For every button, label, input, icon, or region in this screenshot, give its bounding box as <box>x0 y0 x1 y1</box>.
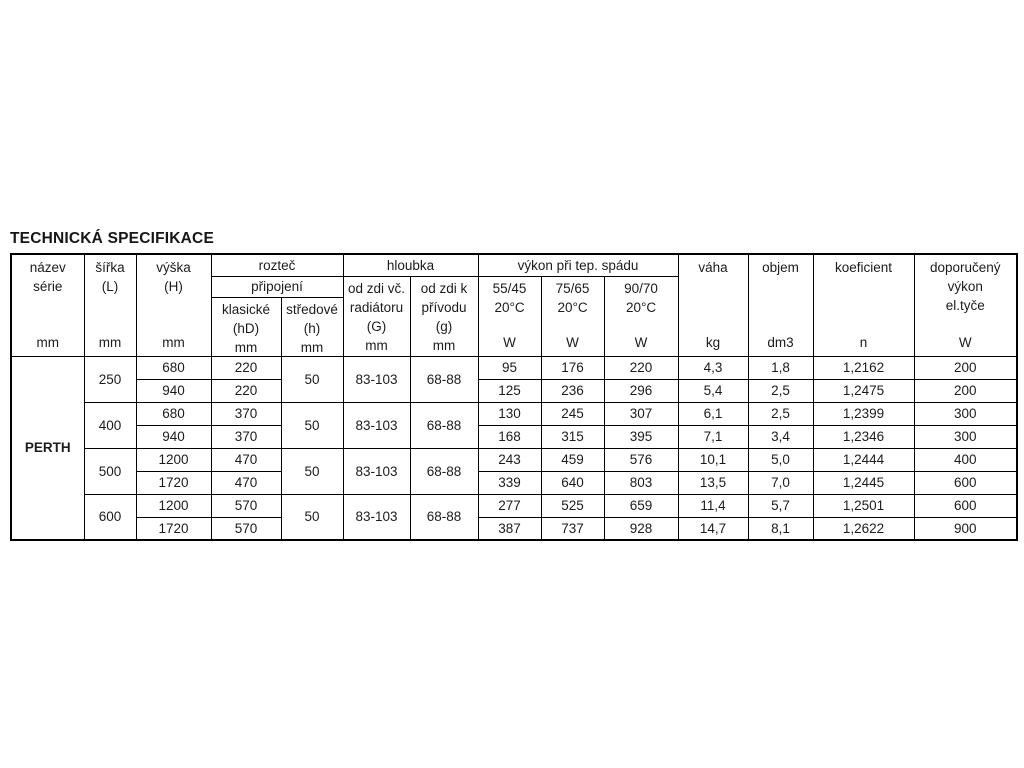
cell-objem: 5,7 <box>748 494 813 517</box>
header-stack <box>749 257 813 354</box>
header-nazev-serie <box>11 254 84 356</box>
cell-hloubka-p: 68-88 <box>410 494 478 540</box>
table-row <box>11 448 1017 471</box>
header-stack <box>542 278 604 354</box>
header-unit: mm <box>36 334 59 350</box>
cell-roztec-klasicke: 220 <box>211 379 281 402</box>
header-stack <box>212 299 281 354</box>
header-klasicke <box>211 297 281 356</box>
cell-doporuceny: 600 <box>914 494 1017 517</box>
cell-roztec-stredove: 50 <box>281 494 343 540</box>
header-unit: W <box>566 335 579 350</box>
cell-doporuceny: 300 <box>914 402 1017 425</box>
cell-vykon-7565: 315 <box>541 425 604 448</box>
cell-vykon-5545: 95 <box>478 356 541 379</box>
cell-hloubka-p: 68-88 <box>410 402 478 448</box>
cell-vyska: 1200 <box>136 448 211 471</box>
cell-vykon-5545: 277 <box>478 494 541 517</box>
cell-vykon-5545: 130 <box>478 402 541 425</box>
table-row <box>11 471 1017 494</box>
cell-vykon-7565: 245 <box>541 402 604 425</box>
cell-hloubka-g: 83-103 <box>343 402 410 448</box>
cell-koeficient: 1,2501 <box>813 494 914 517</box>
cell-vykon-5545: 339 <box>478 471 541 494</box>
table-row <box>11 402 1017 425</box>
cell-koeficient: 1,2445 <box>813 471 914 494</box>
header-line: radiátoru <box>349 300 404 315</box>
cell-roztec-klasicke: 570 <box>211 494 281 517</box>
cell-vykon-7565: 459 <box>541 448 604 471</box>
cell-vaha: 7,1 <box>678 425 748 448</box>
header-line: 20°C <box>494 300 525 315</box>
table-row <box>11 356 1017 379</box>
cell-koeficient: 1,2162 <box>813 356 914 379</box>
cell-vykon-9070: 928 <box>604 517 678 540</box>
header-line: 90/70 <box>624 281 658 296</box>
cell-roztec-klasicke: 220 <box>211 356 281 379</box>
header-line: od zdi k <box>420 281 468 296</box>
cell-vaha: 6,1 <box>678 402 748 425</box>
header-unit: mm <box>162 334 185 350</box>
cell-doporuceny: 200 <box>914 379 1017 402</box>
cell-sirka: 600 <box>84 494 136 540</box>
cell-sirka: 250 <box>84 356 136 402</box>
cell-vaha: 13,5 <box>678 471 748 494</box>
header-unit: mm <box>300 340 324 355</box>
header-line: výkon <box>947 278 983 294</box>
cell-doporuceny: 900 <box>914 517 1017 540</box>
cell-vykon-5545: 243 <box>478 448 541 471</box>
cell-roztec-klasicke: 370 <box>211 402 281 425</box>
cell-vykon-7565: 236 <box>541 379 604 402</box>
cell-vyska: 1720 <box>136 471 211 494</box>
header-unit: dm3 <box>767 334 794 350</box>
header-line: doporučený <box>930 259 1001 275</box>
header-unit: W <box>503 335 516 350</box>
cell-vykon-9070: 220 <box>604 356 678 379</box>
cell-koeficient: 1,2475 <box>813 379 914 402</box>
header-5545 <box>478 276 541 356</box>
header-doporuceny-vykon <box>914 254 1017 356</box>
cell-vaha: 10,1 <box>678 448 748 471</box>
cell-doporuceny: 200 <box>914 356 1017 379</box>
header-line: výška <box>156 259 191 275</box>
cell-vyska: 680 <box>136 402 211 425</box>
header-stack <box>85 257 136 354</box>
header-pripojeni: připojení <box>211 276 343 297</box>
header-line: 20°C <box>625 300 657 315</box>
header-stack <box>137 257 211 354</box>
cell-vykon-5545: 387 <box>478 517 541 540</box>
cell-vykon-7565: 737 <box>541 517 604 540</box>
cell-objem: 7,0 <box>748 471 813 494</box>
cell-koeficient: 1,2444 <box>813 448 914 471</box>
cell-objem: 1,8 <box>748 356 813 379</box>
cell-roztec-klasicke: 470 <box>211 471 281 494</box>
header-line: objem <box>762 259 799 275</box>
cell-roztec-klasicke: 570 <box>211 517 281 540</box>
cell-doporuceny: 600 <box>914 471 1017 494</box>
cell-vyska: 680 <box>136 356 211 379</box>
header-7565 <box>541 276 604 356</box>
header-line: (g) <box>435 319 453 334</box>
header-stack <box>679 257 748 354</box>
header-unit: W <box>634 335 648 350</box>
header-line: (L) <box>101 278 119 294</box>
header-line: (G) <box>366 319 387 334</box>
header-stack <box>12 257 84 354</box>
cell-koeficient: 1,2622 <box>813 517 914 540</box>
header-line: klasické <box>221 302 270 317</box>
header-line: el.tyče <box>945 297 985 313</box>
header-9070 <box>604 276 678 356</box>
header-stack <box>915 257 1017 354</box>
cell-vykon-7565: 640 <box>541 471 604 494</box>
cell-vykon-9070: 307 <box>604 402 678 425</box>
header-stack <box>411 278 478 354</box>
cell-vyska: 940 <box>136 425 211 448</box>
header-stack <box>344 278 410 354</box>
header-line: šířka <box>95 259 125 275</box>
header-line: 55/45 <box>492 281 527 296</box>
header-koeficient <box>813 254 914 356</box>
header-sirka <box>84 254 136 356</box>
cell-koeficient: 1,2346 <box>813 425 914 448</box>
header-stredove <box>281 297 343 356</box>
cell-vykon-9070: 576 <box>604 448 678 471</box>
header-objem <box>748 254 813 356</box>
header-stack <box>479 278 541 354</box>
header-line: název <box>29 259 66 275</box>
header-unit: mm <box>365 338 388 353</box>
header-hloubka-group: hloubka <box>343 254 478 276</box>
cell-sirka: 400 <box>84 402 136 448</box>
cell-roztec-stredove: 50 <box>281 448 343 494</box>
header-unit: mm <box>432 338 456 353</box>
cell-vaha: 14,7 <box>678 517 748 540</box>
header-od-zdi-k-privodu <box>410 276 478 356</box>
page-title: TECHNICKÁ SPECIFIKACE <box>10 230 214 247</box>
cell-objem: 3,4 <box>748 425 813 448</box>
cell-objem: 8,1 <box>748 517 813 540</box>
cell-objem: 2,5 <box>748 402 813 425</box>
cell-vaha: 4,3 <box>678 356 748 379</box>
header-vyska <box>136 254 211 356</box>
header-line: série <box>33 278 63 294</box>
header-stack <box>605 278 678 354</box>
cell-vykon-9070: 395 <box>604 425 678 448</box>
header-vaha <box>678 254 748 356</box>
cell-roztec-stredove: 50 <box>281 402 343 448</box>
cell-vykon-5545: 168 <box>478 425 541 448</box>
spec-table <box>10 253 1018 541</box>
header-line: váha <box>698 259 728 275</box>
cell-vykon-5545: 125 <box>478 379 541 402</box>
header-unit: n <box>859 334 868 350</box>
cell-hloubka-g: 83-103 <box>343 448 410 494</box>
header-vykon-group: výkon při tep. spádu <box>478 254 678 276</box>
cell-vaha: 11,4 <box>678 494 748 517</box>
header-line: 75/65 <box>555 281 590 296</box>
cell-vyska: 1200 <box>136 494 211 517</box>
header-unit: mm <box>98 334 122 350</box>
cell-roztec-stredove: 50 <box>281 356 343 402</box>
cell-vykon-7565: 176 <box>541 356 604 379</box>
cell-hloubka-p: 68-88 <box>410 356 478 402</box>
table-row <box>11 379 1017 402</box>
header-line: (H) <box>164 278 183 294</box>
header-line: (hD) <box>232 321 260 336</box>
header-line: přívodu <box>421 300 467 315</box>
cell-hloubka-p: 68-88 <box>410 448 478 494</box>
header-line: koeficient <box>835 259 893 275</box>
cell-hloubka-g: 83-103 <box>343 494 410 540</box>
cell-roztec-klasicke: 370 <box>211 425 281 448</box>
header-unit: W <box>958 334 972 350</box>
header-stack <box>282 299 343 354</box>
cell-vaha: 5,4 <box>678 379 748 402</box>
cell-series-name: PERTH <box>11 356 84 540</box>
cell-sirka: 500 <box>84 448 136 494</box>
cell-objem: 5,0 <box>748 448 813 471</box>
cell-vykon-9070: 296 <box>604 379 678 402</box>
table-row <box>11 425 1017 448</box>
cell-doporuceny: 300 <box>914 425 1017 448</box>
cell-doporuceny: 400 <box>914 448 1017 471</box>
header-stack <box>814 257 914 354</box>
header-unit: kg <box>705 334 721 350</box>
header-roztec-group: rozteč <box>211 254 343 276</box>
header-line: 20°C <box>557 300 588 315</box>
cell-vykon-9070: 659 <box>604 494 678 517</box>
cell-vyska: 940 <box>136 379 211 402</box>
cell-vykon-7565: 525 <box>541 494 604 517</box>
cell-vyska: 1720 <box>136 517 211 540</box>
cell-roztec-klasicke: 470 <box>211 448 281 471</box>
table-row <box>11 494 1017 517</box>
header-od-zdi-vc-radiatoru <box>343 276 410 356</box>
header-line: středové <box>286 302 338 317</box>
cell-objem: 2,5 <box>748 379 813 402</box>
header-line: od zdi vč. <box>348 281 406 296</box>
header-line: (h) <box>303 321 321 336</box>
header-unit: mm <box>234 340 258 355</box>
header-row <box>11 254 1017 276</box>
table-row <box>11 517 1017 540</box>
cell-koeficient: 1,2399 <box>813 402 914 425</box>
cell-hloubka-g: 83-103 <box>343 356 410 402</box>
cell-vykon-9070: 803 <box>604 471 678 494</box>
